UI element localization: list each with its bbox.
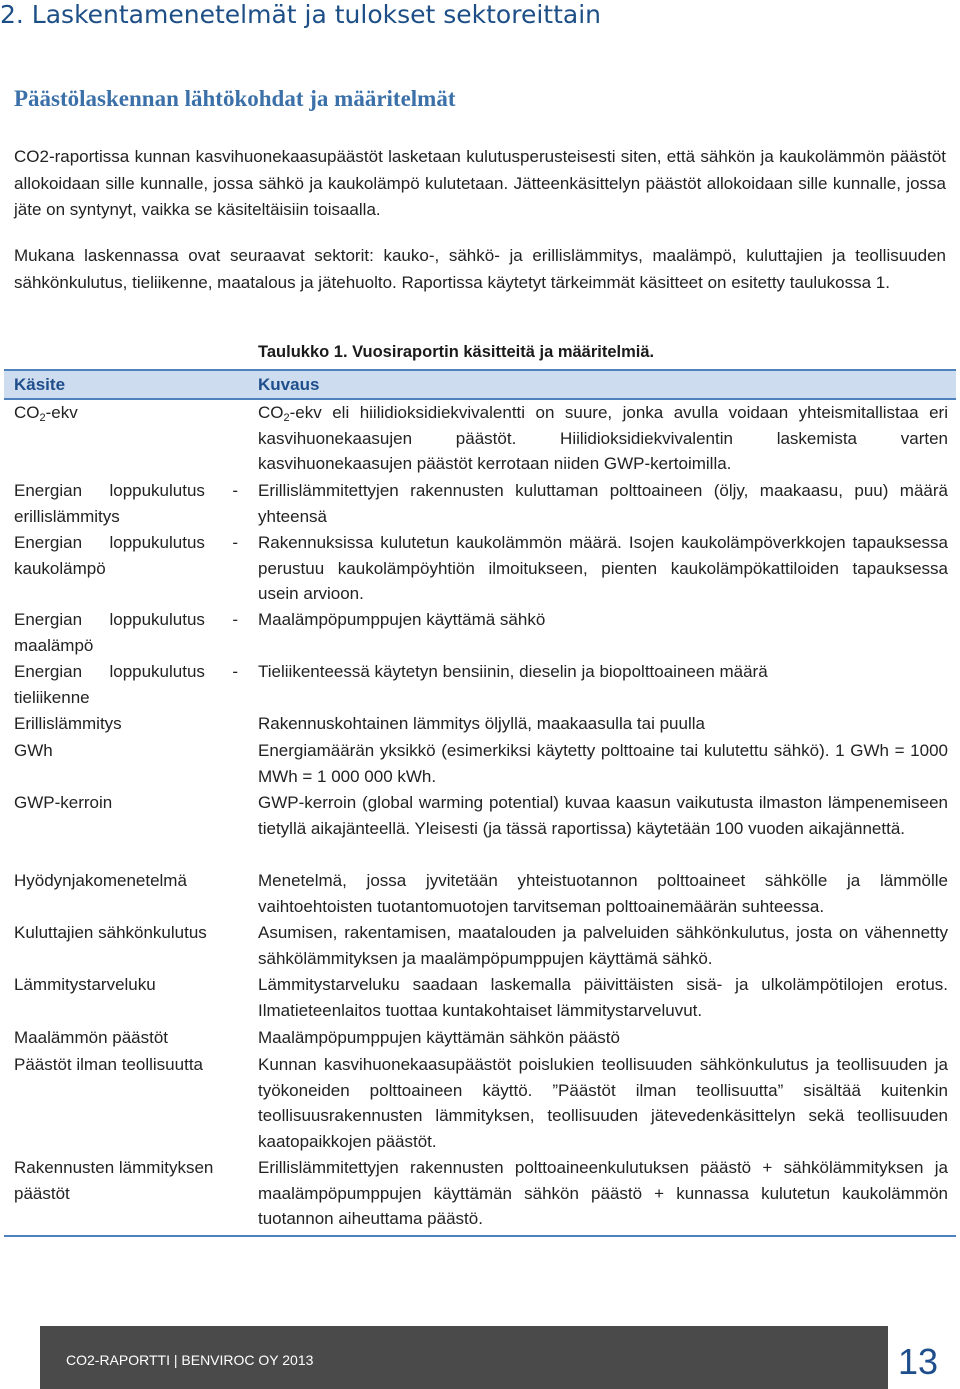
page-number: 13 bbox=[898, 1341, 939, 1382]
table-caption: Taulukko 1. Vuosiraportin käsitteitä ja määritelmiä. bbox=[258, 343, 655, 361]
term-cell: Päästöt ilman teollisuutta bbox=[14, 1055, 203, 1074]
description-cell: Energiamäärän yksikkö (esimerkiksi käytetty polttoaine tai kulutettu sähkö). 1 GWh = 1000 MWh = 1 000 000 kWh. bbox=[258, 741, 948, 786]
description-cell: Erillislämmitettyjen rakennusten kuluttaman polttoaineen (öljy, maakaasu, puu) määrä yhteensä bbox=[258, 481, 948, 526]
description-cell: Maalämpöpumppujen käyttämän sähkön päästö bbox=[258, 1028, 620, 1047]
description-cell: Erillislämmitettyjen rakennusten polttoaineenkulutuksen päästö + sähkölämmityksen ja maalämpöpumppujen käyttämän sähkön päästö + kunnassa kulutetun kaukolämmön tuotannon aiheuttama päästö. bbox=[258, 1158, 948, 1228]
term-cell: Rakennusten lämmityksen päästöt bbox=[14, 1158, 214, 1203]
sectors-paragraph: Mukana laskennassa ovat seuraavat sektorit: kauko-, sähkö- ja erillislämmitys, maalämpö, kuluttajien ja teollisuuden sähkönkulutus, tieliikenne, maatalous ja jätehuolto. Raportissa käytetyt tärkeimmät käsitteet on esitetty taulukossa 1. bbox=[14, 246, 946, 292]
term-cell: Energian loppukulutus - tieliikenne bbox=[14, 662, 238, 707]
description-cell: Lämmitystarveluku saadaan laskemalla päivittäisten sisä- ja ulkolämpötilojen erotus. Ilmatieteenlaitos tuottaa kuntakohtaiset lämmitystarveluvut. bbox=[258, 975, 948, 1020]
page-heading: 2. Laskentamenetelmät ja tulokset sektoreittain bbox=[0, 0, 602, 29]
page-footer bbox=[40, 1326, 888, 1389]
description-cell: Asumisen, rakentamisen, maatalouden ja palveluiden sähkönkulutus, josta on vähennetty sähkölämmityksen ja maalämpöpumppujen käyttämä sähkö. bbox=[258, 923, 948, 968]
column-header-description: Kuvaus bbox=[258, 375, 320, 394]
column-header-term: Käsite bbox=[14, 375, 66, 394]
description-cell: Rakennuskohtainen lämmitys öljyllä, maakaasulla tai puulla bbox=[258, 714, 705, 733]
description-co2-ekv: $CO_2$-ekv eli hiilidioksidiekvivalentti on suure, jonka avulla voidaan yhteismitallistaa eri kasvihuonekaasujen päästöt. Hiilidioksidiekvivalentin laskemista varten kasvihuonekaasujen päästöt kerrotaan niiden GWP-kertoimilla. bbox=[258, 403, 948, 473]
term-cell: Kuluttajien sähkönkulutus bbox=[14, 923, 207, 942]
section-subheading: Päästölaskennan lähtökohdat ja määritelmät bbox=[14, 86, 456, 111]
table-header bbox=[4, 369, 956, 400]
term-cell: GWh bbox=[14, 741, 53, 760]
description-cell: Maalämpöpumppujen käyttämä sähkö bbox=[258, 610, 546, 629]
term-cell: Hyödynjakomenetelmä bbox=[14, 871, 187, 890]
term-cell: Energian loppukulutus - kaukolämpö bbox=[14, 533, 238, 578]
description-cell: GWP-kerroin (global warming potential) kuvaa kaasun vaikutusta ilmaston lämpenemiseen tietyllä aikajänteellä. Yleisesti (ja tässä raportissa) käytetään 100 vuoden aikajännettä. bbox=[258, 793, 948, 838]
description-cell: Tieliikenteessä käytetyn bensiinin, dieselin ja biopolttoaineen määrä bbox=[258, 662, 768, 681]
term-cell: Erillislämmitys bbox=[14, 714, 122, 733]
term-co2-ekv: $CO_2$-ekv bbox=[14, 403, 78, 424]
term-cell: Energian loppukulutus - maalämpö bbox=[14, 610, 238, 655]
term-cell: Energian loppukulutus - erillislämmitys bbox=[14, 481, 238, 526]
description-cell: Kunnan kasvihuonekaasupäästöt poislukien teollisuuden sähkönkulutus ja teollisuuden ja työkoneiden polttoaineen käyttö. ”Päästöt ilman teollisuutta” sisältää kuitenkin teollisuusrakennusten lämmityksen, teollisuuden jätevedenkäsittelyn sekä teollisuuden kaatopaikkojen päästöt. bbox=[258, 1055, 948, 1151]
intro-paragraph: CO2-raportissa kunnan kasvihuonekaasupäästöt lasketaan kulutusperusteisesti siten, että sähkön ja kaukolämmön päästöt allokoidaan sille kunnalle, jossa sähkö ja kaukolämpö kulutetaan. Jätteenkäsittelyn päästöt allokoidaan sille kunnalle, jossa jäte on syntynyt, vaikka se käsiteltäisiin toisaalla. bbox=[14, 147, 946, 219]
term-cell: GWP-kerroin bbox=[14, 793, 113, 812]
description-cell: Rakennuksissa kulutetun kaukolämmön määrä. Isojen kaukolämpöverkkojen tapauksessa perustuu kaukolämpöyhtiön ilmoitukseen, pienten kaukolämpökattiloiden tapauksessa usein arvioon. bbox=[258, 533, 948, 603]
description-cell: Menetelmä, jossa jyvitetään yhteistuotannon polttoaineet sähkölle ja lämmölle vaihtoehtoisten tuotantomuotojen tarvitseman polttoainemäärän suhteessa. bbox=[258, 871, 948, 916]
footer-text: CO2-RAPORTTI | BENVIROC OY 2013 bbox=[66, 1352, 314, 1368]
term-cell: Maalämmön päästöt bbox=[14, 1028, 169, 1047]
table-bottom-rule bbox=[4, 1235, 956, 1237]
term-cell: Lämmitystarveluku bbox=[14, 975, 156, 994]
